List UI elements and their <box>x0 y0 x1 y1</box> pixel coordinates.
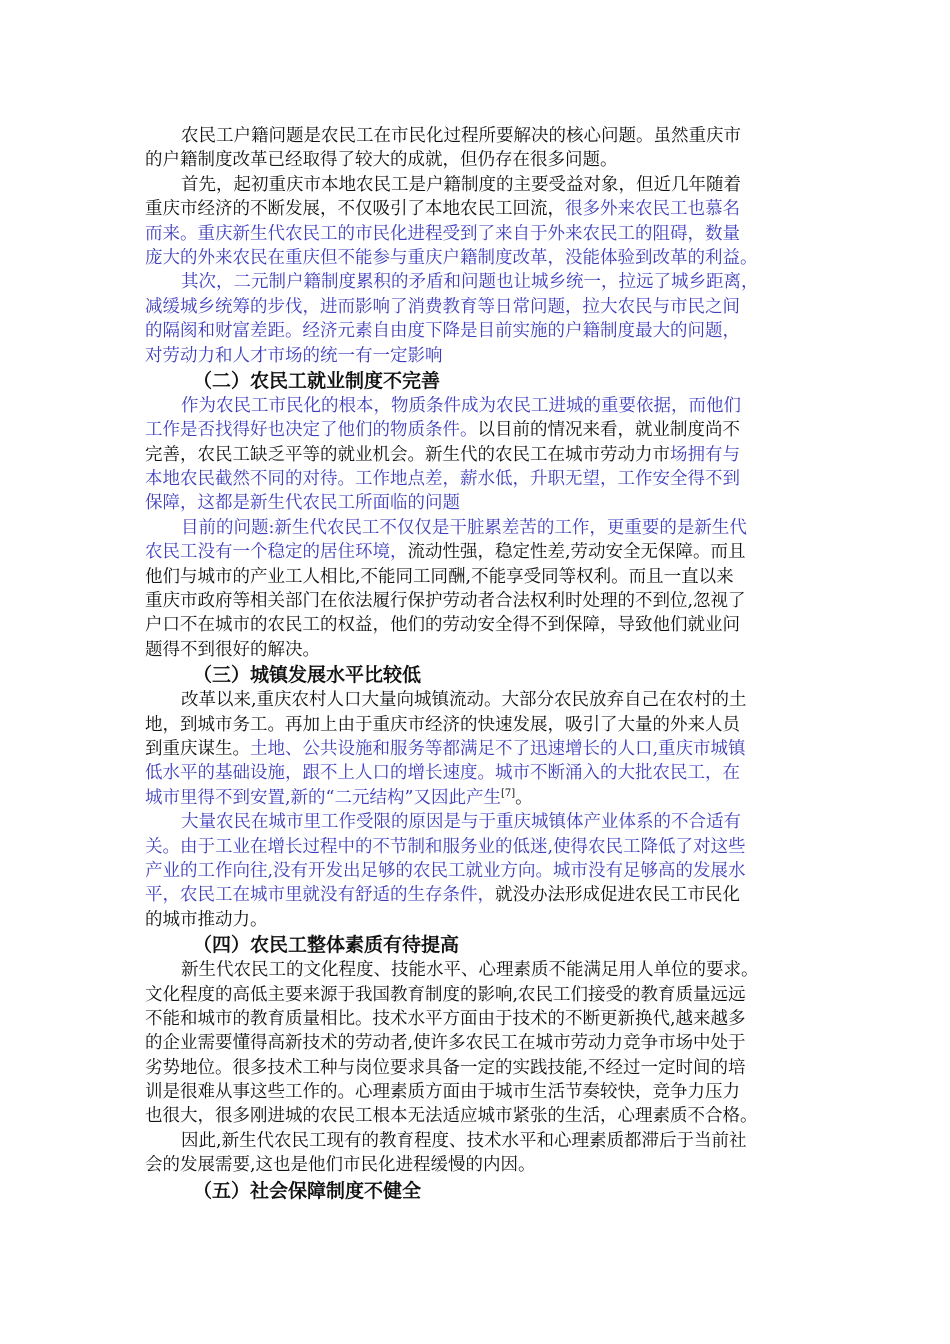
text-run: 产业的工作向往,没有开发出足够的农民工就业方向。城市没有足够高的发展水 <box>145 860 746 881</box>
text-run: 工作是否找得好也决定了他们的物质条件。 <box>145 420 478 441</box>
text-line <box>145 688 810 712</box>
text-run: 题得不到很好的解决。 <box>145 639 320 660</box>
text-line <box>145 835 810 859</box>
text-run: 以目前的情况来看，就业制度尚不 <box>477 420 740 441</box>
text-line <box>145 958 810 982</box>
text-line <box>145 1007 810 1031</box>
text-line <box>145 491 810 515</box>
text-run: 重庆市政府等相关部门在依法履行保护劳动者合法权利时处理的不到位,忽视了 <box>145 591 746 612</box>
text-line <box>145 148 810 172</box>
paragraph <box>145 516 810 662</box>
text-run: 完善，农民工缺乏平等的就业机会。新生代的农民工在城市劳动力市 <box>145 444 670 465</box>
citation-ref: [7] <box>500 787 516 799</box>
text-line <box>145 1080 810 1104</box>
text-line <box>145 1153 810 1177</box>
paragraph <box>145 1129 810 1178</box>
paragraph <box>145 810 810 932</box>
text-line <box>145 908 810 932</box>
text-run: 重庆市经济的不断发展，不仅吸引了本地农民工回流， <box>145 199 565 220</box>
text-line <box>145 222 810 246</box>
paragraph <box>145 124 810 173</box>
text-line <box>145 319 810 343</box>
text-line <box>145 810 810 834</box>
text-line <box>145 246 810 270</box>
text-run: 关。由于工业在增长过程中的不节制和服务业的低迷,使得农民工降低了对这些 <box>145 836 746 857</box>
text-run: 其次，二元制户籍制度累积的矛盾和问题也让城乡统一，拉远了城乡距离， <box>181 272 759 293</box>
paragraph <box>145 173 810 271</box>
text-line <box>145 1129 810 1153</box>
text-line <box>145 540 810 564</box>
text-run: 而来。重庆新生代农民工的市民化进程受到了来自于外来农民工的阻碍，数量 <box>145 223 740 244</box>
text-run: 对劳动力和人才市场的统一有一定影响 <box>145 345 443 366</box>
text-run: 场拥有与 <box>670 444 740 465</box>
text-line <box>145 467 810 491</box>
text-run: 。 <box>515 787 533 808</box>
text-line <box>145 983 810 1007</box>
paragraph <box>145 270 810 368</box>
text-run: 农民工没有一个稳定的居住环境， <box>145 542 408 563</box>
text-line <box>145 1104 810 1128</box>
text-run: 保障，这都是新生代农民工所面临的问题 <box>145 493 460 514</box>
text-line <box>145 761 810 785</box>
text-line <box>145 443 810 467</box>
text-line <box>145 197 810 221</box>
text-run: 改革以来,重庆农村人口大量向城镇流动。大部分农民放弃自己在农村的土 <box>181 690 747 711</box>
text-run: 因此,新生代农民工现有的教育程度、技术水平和心理素质都滞后于当前社 <box>181 1130 747 1151</box>
section-heading: （四）农民工整体素质有待提高 <box>193 934 460 957</box>
text-line <box>145 394 810 418</box>
text-line <box>145 638 810 662</box>
text-run: 很多外来农民工也慕名 <box>565 199 740 220</box>
text-line <box>145 516 810 540</box>
section-heading: （五）社会保障制度不健全 <box>193 1179 422 1202</box>
document-body <box>145 124 810 1204</box>
text-line <box>145 418 810 442</box>
text-line <box>145 295 810 319</box>
text-run: 平，农民工在城市里就没有舒适的生存条件， <box>145 885 495 906</box>
text-run: 新生代农民工的文化程度、技能水平、心理素质不能满足用人单位的要求。 <box>181 960 759 981</box>
text-line <box>145 1031 810 1055</box>
text-run: 首先，起初重庆市本地农民工是户籍制度的主要受益对象，但近几年随着 <box>181 174 741 195</box>
text-run: 他们与城市的产业工人相比,不能同工同酬,不能享受同等权利。而且一直以来 <box>145 566 734 587</box>
section-heading: （二）农民工就业制度不完善 <box>193 369 441 392</box>
text-line <box>145 786 810 810</box>
text-run: 本地农民截然不同的对待。工作地点差，薪水低，升职无望，工作安全得不到 <box>145 469 740 490</box>
text-run: 土地、公共设施和服务等都满足不了迅速增长的人口,重庆市城镇 <box>250 738 746 759</box>
text-line <box>145 344 810 368</box>
text-line <box>145 859 810 883</box>
paragraph <box>145 688 810 810</box>
text-run: 流动性强，稳定性差,劳动安全无保障。而且 <box>407 542 746 563</box>
text-line <box>145 613 810 637</box>
paragraph <box>145 394 810 516</box>
text-run: 到重庆谋生。 <box>145 738 250 759</box>
text-run: 城市里得不到安置,新的“二元结构”又因此产生 <box>145 787 501 808</box>
text-line <box>145 565 810 589</box>
text-line <box>145 270 810 294</box>
text-run: 就没办法形成促进农民工市民化 <box>495 885 740 906</box>
text-line <box>145 124 810 148</box>
text-run: 的企业需要懂得高新技术的劳动者,使许多农民工在城市劳动力竞争市场中处于 <box>145 1033 746 1054</box>
text-line <box>145 589 810 613</box>
text-line <box>145 713 810 737</box>
paragraph <box>145 958 810 1129</box>
text-run: 农民工户籍问题是农民工在市民化过程所要解决的核心问题。虽然重庆市 <box>181 126 741 146</box>
text-line <box>145 883 810 907</box>
text-run: 也很大，很多刚进城的农民工根本无法适应城市紧张的生活，心理素质不合格。 <box>145 1106 758 1127</box>
text-run: 低水平的基础设施，跟不上人口的增长速度。城市不断涌入的大批农民工，在 <box>145 763 740 784</box>
text-run: 地，到城市务工。再加上由于重庆市经济的快速发展，吸引了大量的外来人员 <box>145 714 740 735</box>
text-run: 文化程度的高低主要来源于我国教育制度的影响,农民工们接受的教育质量远远 <box>145 984 746 1005</box>
text-run: 劣势地位。很多技术工种与岗位要求具备一定的实践技能,不经过一定时间的培 <box>145 1057 746 1078</box>
text-run: 大量农民在城市里工作受限的原因是与于重庆城镇体产业体系的不合适有 <box>181 812 741 833</box>
text-run: 的户籍制度改革已经取得了较大的成就，但仍存在很多问题。 <box>145 150 618 171</box>
text-line <box>145 173 810 197</box>
text-run: 户口不在城市的农民工的权益，他们的劳动安全得不到保障，导致他们就业问 <box>145 615 740 636</box>
text-run: 的隔阂和财富差距。经济元素自由度下降是目前实施的户籍制度最大的问题， <box>145 321 740 342</box>
text-line <box>145 737 810 761</box>
text-run: 训是很难从事这些工作的。心理素质方面由于城市生活节奏较快，竞争力压力 <box>145 1082 740 1103</box>
text-run: 目前的问题:新生代农民工不仅仅是干脏累差苦的工作，更重要的是新生代 <box>181 517 747 538</box>
text-run: 不能和城市的教育质量相比。技术水平方面由于技术的不断更新换代,越来越多 <box>145 1008 746 1029</box>
text-line <box>145 1056 810 1080</box>
text-run: 庞大的外来农民在重庆但不能参与重庆户籍制度改革，没能体验到改革的利益。 <box>145 247 758 268</box>
text-run: 减缓城乡统筹的步伐，进而影响了消费教育等日常问题，拉大农民与市民之间 <box>145 296 740 317</box>
text-run: 的城市推动力。 <box>145 909 268 930</box>
section-heading: （三）城镇发展水平比较低 <box>193 664 422 687</box>
text-run: 作为农民工市民化的根本，物质条件成为农民工进城的重要依据，而他们 <box>181 395 741 416</box>
text-run: 会的发展需要,这也是他们市民化进程缓慢的内因。 <box>145 1155 536 1176</box>
